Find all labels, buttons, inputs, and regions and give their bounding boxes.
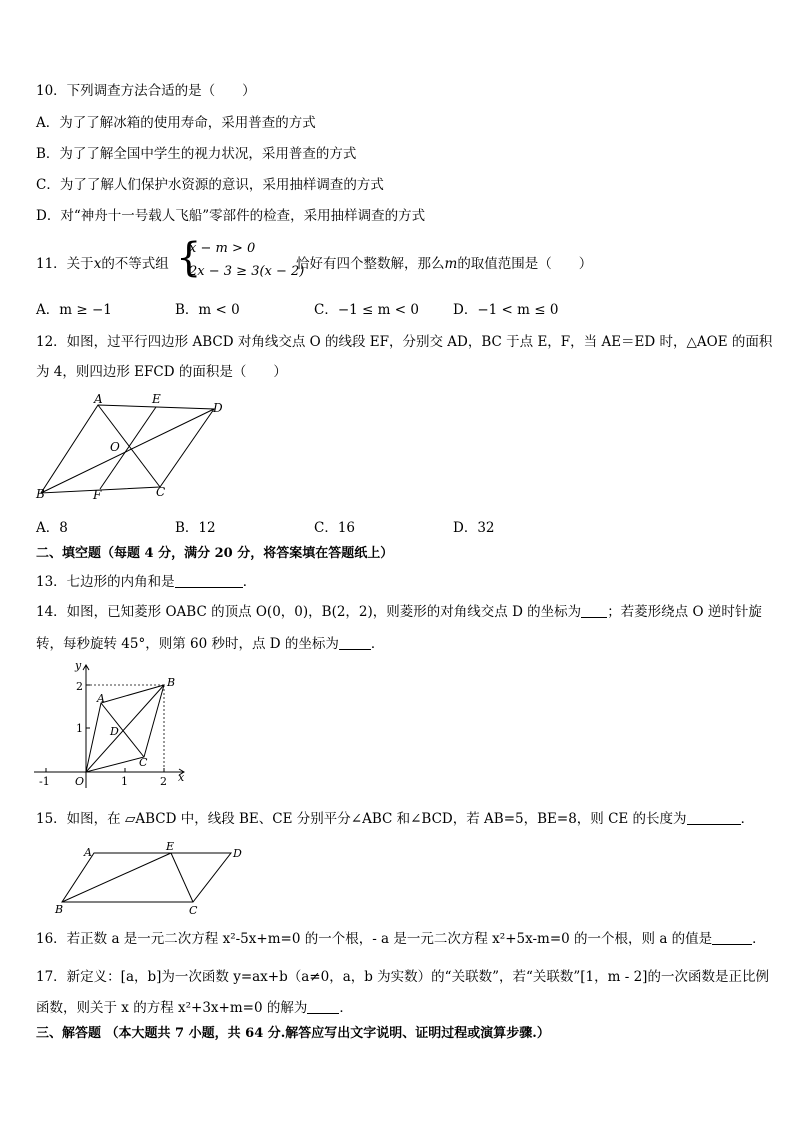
label-d: D [110, 725, 119, 738]
q15-text: 15．如图，在 ▱ABCD 中，线段 BE、CE 分别平分∠ABC 和∠BCD，若 AB=5，BE=8，则 CE 的长度为 ． [36, 811, 755, 827]
q17-line-1: 17．新定义：[a，b]为一次函数 y=ax+b（a≠0，a，b 为实数）的“关联数”，若“关联数”[1，m - 2]的一次函数是正比例 [36, 969, 769, 985]
q12-option-c: C．16 [314, 520, 356, 536]
q14-rhombus-coordinate-figure [32, 660, 194, 790]
label-e: E [152, 392, 161, 406]
tick-x-1: 1 [121, 775, 128, 788]
tick-y-1: 1 [76, 722, 83, 735]
q10-stem: 10．下列调查方法合适的是（ ） [36, 83, 256, 99]
q10-option-b: B．为了了解全国中学生的视力状况，采用普查的方式 [36, 146, 357, 162]
label-b: B [36, 487, 45, 501]
label-d: D [213, 401, 223, 415]
q12-option-d: D．32 [453, 520, 495, 536]
q11-suffix: 恰好有四个整数解，那么m的取值范围是（ ） [296, 256, 593, 272]
tick-y-2: 2 [76, 680, 83, 693]
label-e: E [166, 840, 175, 853]
q11-option-c: C．−1 ≤ m < 0 [314, 302, 419, 318]
label-a: A [97, 692, 105, 705]
q11-inequality-1: x − m > 0 [189, 241, 256, 256]
q12-option-b: B．12 [175, 520, 216, 536]
q10-option-d: D．对“神舟十一号载人飞船”零部件的检查，采用抽样调查的方式 [36, 208, 426, 224]
label-a: A [84, 846, 92, 859]
label-x-axis: x [178, 771, 185, 784]
q11-option-a: A．m ≥ −1 [36, 302, 112, 318]
label-o: O [75, 775, 85, 788]
q11-option-d: D．−1 < m ≤ 0 [453, 302, 559, 318]
q11-option-b: B．m < 0 [175, 302, 240, 318]
answer-blank [581, 603, 607, 618]
q10-option-a: A．为了了解冰箱的使用寿命，采用普查的方式 [36, 115, 316, 131]
q13-text: 13．七边形的内角和是 ． [36, 574, 257, 590]
label-y-axis: y [75, 660, 82, 672]
label-o: O [110, 440, 120, 454]
label-b: B [167, 676, 176, 689]
q15-parallelogram-figure [50, 838, 250, 918]
answer-blank [307, 999, 339, 1014]
q14-line-1: 14．如图，已知菱形 OABC 的顶点 O(0，0)，B(2，2)，则菱形的对角线交点 D 的坐标为 ；若菱形绕点 O 逆时针旋 [36, 604, 762, 620]
section-3-title: 三、解答题 （本大题共 7 小题，共 64 分.解答应写出文字说明、证明过程或演算步骤.） [36, 1026, 550, 1041]
q16-text: 16．若正数 a 是一元二次方程 x²-5x+m=0 的一个根，- a 是一元二次方程 x²+5x-m=0 的一个根，则 a 的值是 ． [36, 931, 766, 947]
label-a: A [94, 392, 103, 406]
answer-blank [687, 810, 741, 825]
q10-option-c: C．为了了解人们保护水资源的意识，采用抽样调查的方式 [36, 177, 384, 193]
q12-option-a: A．8 [36, 520, 68, 536]
q12-line-2: 为 4，则四边形 EFCD 的面积是（ ） [36, 364, 287, 380]
answer-blank [175, 573, 243, 588]
section-2-title: 二、填空题（每题 4 分，满分 20 分，将答案填在答题纸上） [36, 546, 394, 561]
brace-icon: { [176, 235, 202, 281]
q11-prefix: 11．关于x的不等式组 [36, 256, 169, 272]
answer-blank [339, 635, 371, 650]
label-c: C [189, 904, 198, 917]
q17-line-2: 函数，则关于 x 的方程 x²+3x+m=0 的解为 ． [36, 1000, 353, 1016]
label-d: D [233, 847, 242, 860]
answer-blank [712, 930, 752, 945]
q12-parallelogram-figure [30, 392, 230, 504]
tick-x-neg1: -1 [39, 775, 50, 788]
label-c: C [139, 756, 148, 769]
q14-line-2: 转，每秒旋转 45°，则第 60 秒时，点 D 的坐标为 ． [36, 636, 385, 652]
label-f: F [93, 488, 102, 502]
label-b: B [55, 903, 64, 916]
q12-line-1: 12．如图，过平行四边形 ABCD 对角线交点 O 的线段 EF，分别交 AD，BC 于点 E，F，当 AE＝ED 时，△AOE 的面积 [36, 334, 773, 350]
label-c: C [156, 485, 166, 499]
tick-x-2: 2 [160, 775, 167, 788]
q11-inequality-2: 2x − 3 ≥ 3(x − 2) [189, 264, 305, 279]
